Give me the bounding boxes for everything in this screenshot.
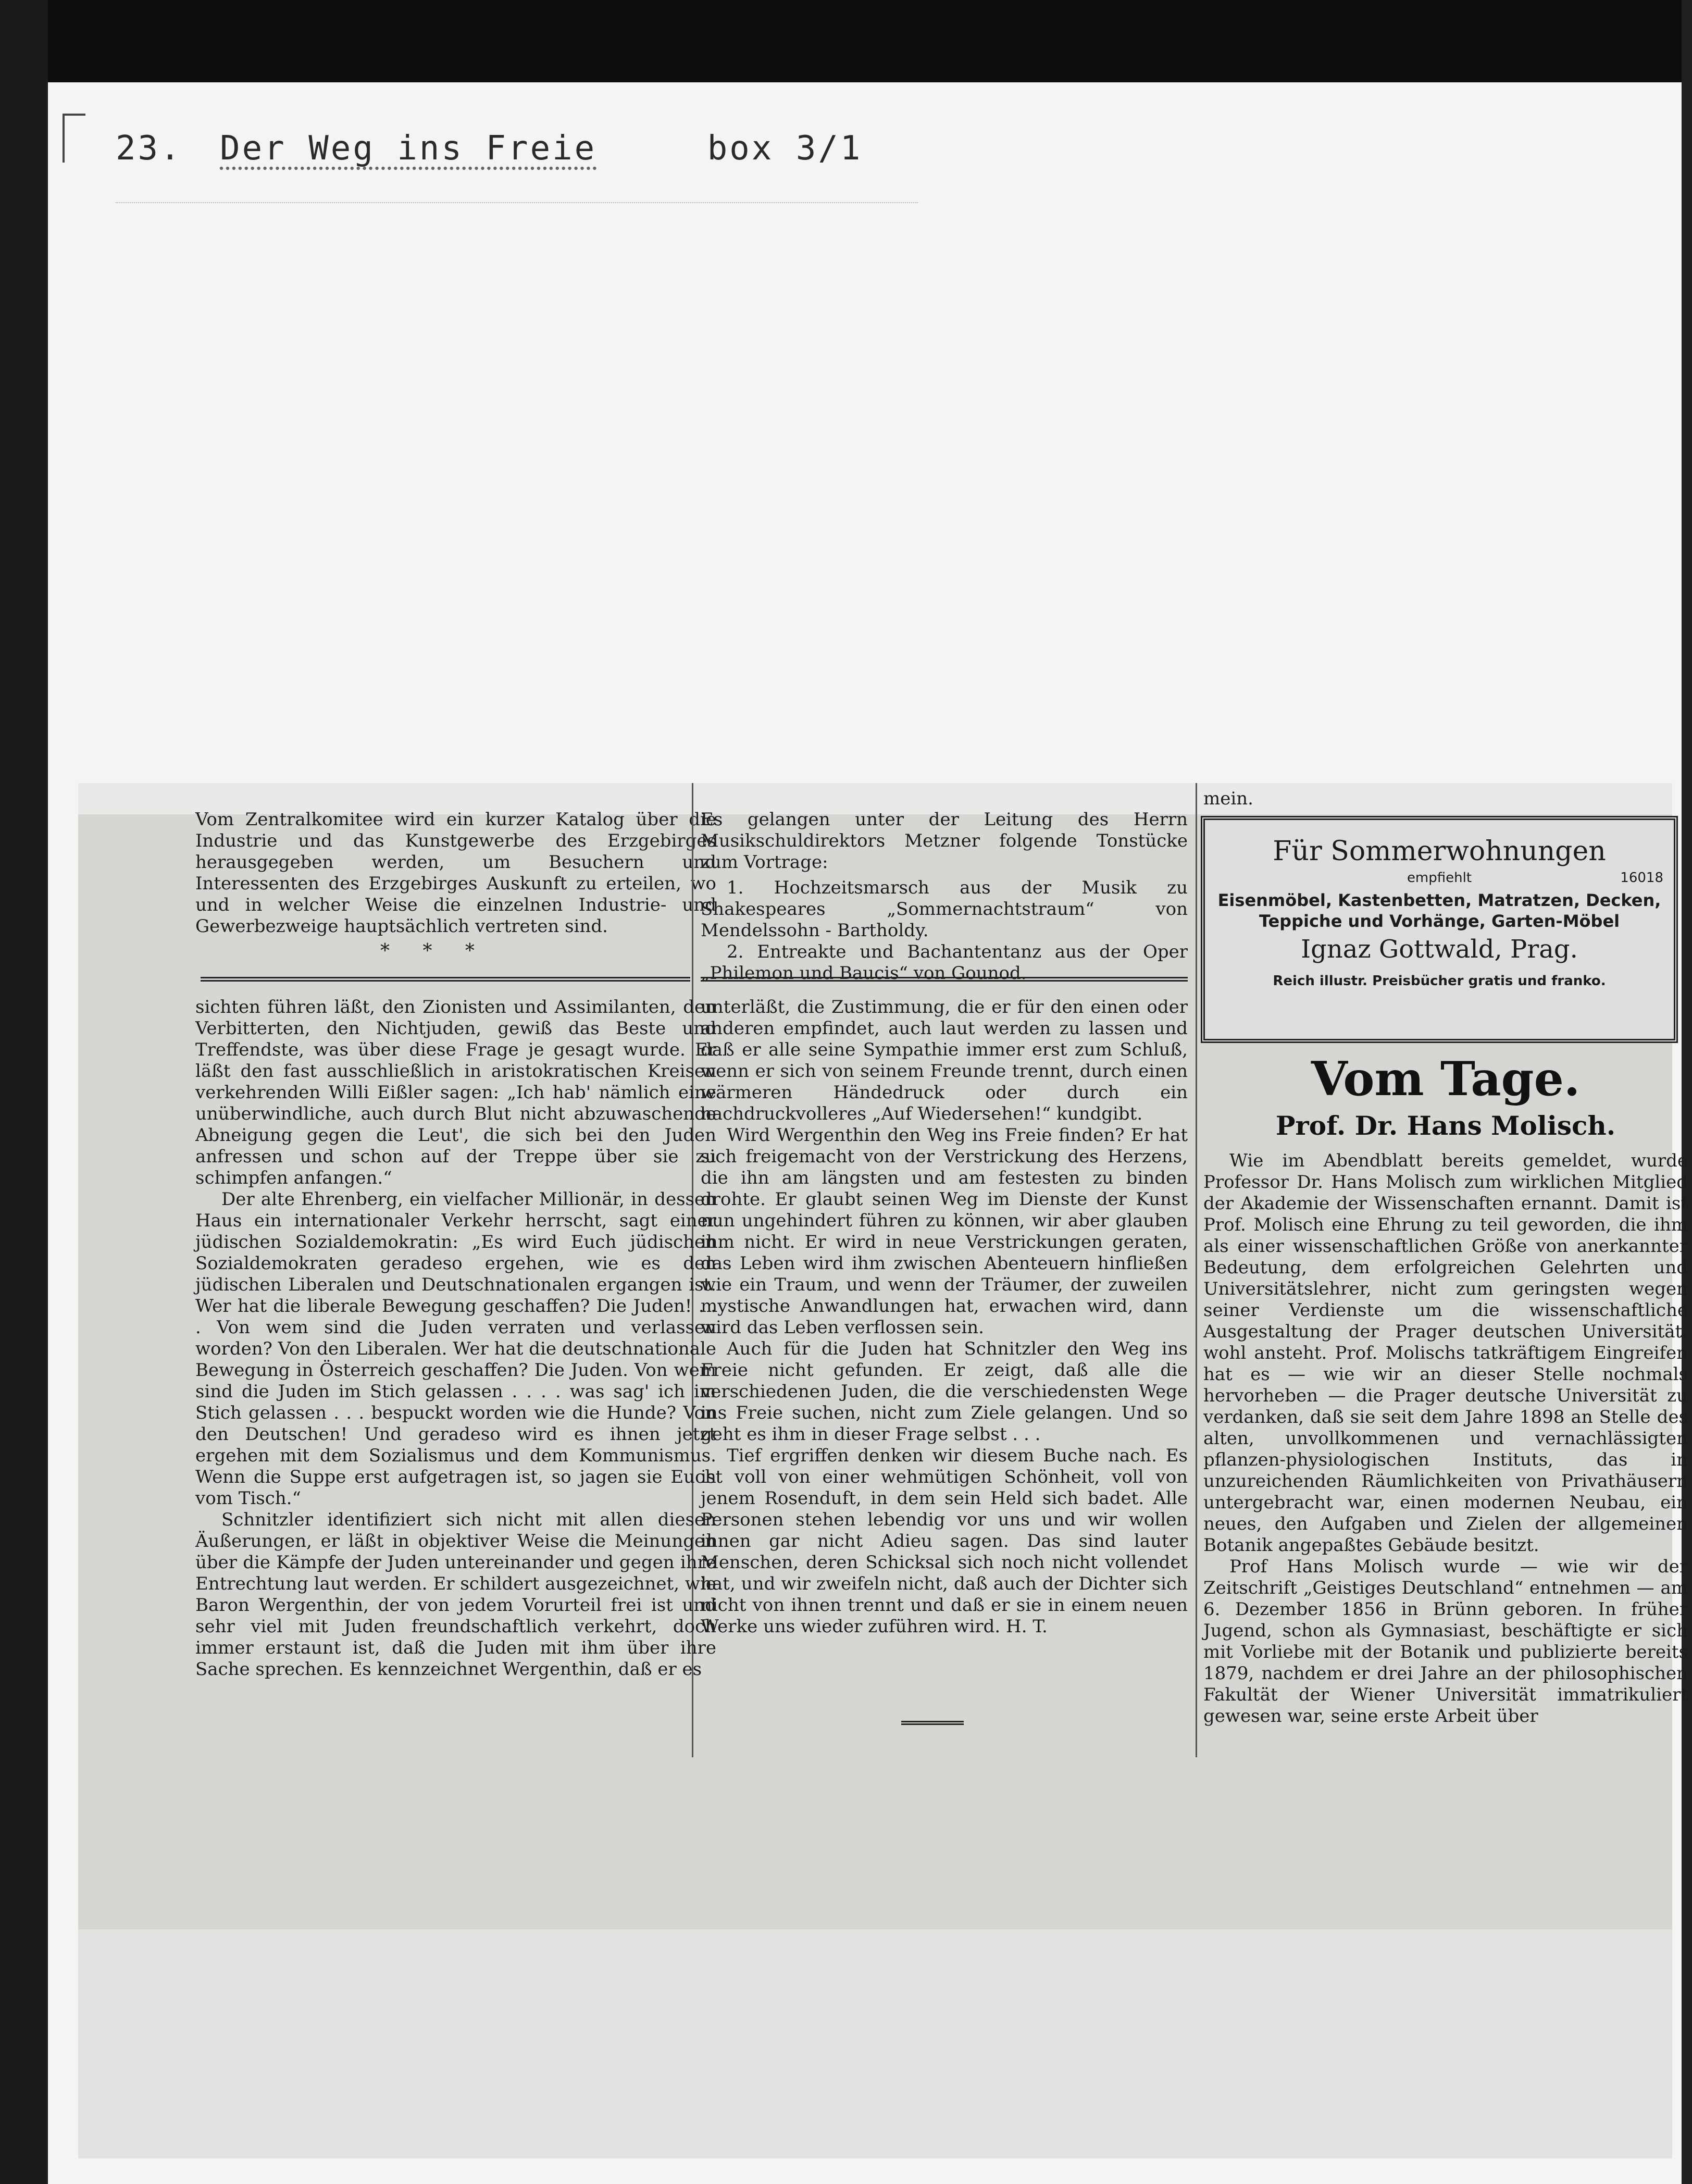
folder-title: Der Weg ins Freie (220, 129, 597, 168)
paragraph: Auch für die Juden hat Schnitzler den Weg ins Freie nicht gefunden. Er zeigt, daß alle die verschiedenen Juden, die die verschiedensten Wege ins Freie suchen, nicht zum Ziele gelangen. Und so geht es ihm in dieser Frage selbst . . . (701, 1338, 1188, 1445)
ad-note: Reich illustr. Preisbücher gratis und franko. (1273, 973, 1606, 989)
ad-recommend-text: empfiehlt (1407, 870, 1472, 886)
ad-code: 16018 (1620, 870, 1663, 886)
program-item: 1. Hochzeitsmarsch aus der Musik zu Shakespeares „Sommernachtstraum“ von Mendelssohn - Bartholdy. (701, 877, 1188, 941)
section-rule (201, 977, 690, 982)
paragraph: Der alte Ehrenberg, ein vielfacher Millionär, in dessen Haus ein internationaler Verkehr herrscht, sagt einer jüdischen Sozialdemokratin: „Es wird Euch jüdischen Sozialdemokraten geradeso ergehen, wie es den jüdischen Liberalen und Deutschnationalen ergangen ist. Wer hat die liberale Bewegung geschaffen? Die Juden! . . . Von wem sind die Juden verraten und verlassen worden? Von den Liberalen. Wer hat die deutschnationale Bewegung in Österreich geschaffen? Die Juden. Von wem sind die Juden im Stich gelassen . . . . was sag' ich im Stich gelassen . . . bespuckt worden wie die Hunde? Von den Deutschen! Und geradeso wird es ihnen jetzt ergehen mit dem Sozialismus und dem Kommunismus. Wenn die Suppe erst aufgetragen ist, so jagen sie Euch vom Tisch.“ (195, 1189, 716, 1509)
column-3-article (1203, 1150, 1688, 1727)
paragraph: unterläßt, die Zustimmung, die er für den einen oder anderen empfindet, auch laut werden zu lassen und daß er alle seine Sympathie immer erst zum Schluß, wenn er sich von seinem Freunde trennt, durch einen wärmeren Händedruck oder durch ein nachdruckvolleres „Auf Wiedersehen!“ kundgibt. (701, 997, 1188, 1124)
paragraph: Schnitzler identifiziert sich nicht mit allen diesen Äußerungen, er läßt in objektiver Weise die Meinungen über die Kämpfe der Juden untereinander und gegen ihre Entrechtung laut werden. Er schildert ausgezeichnet, wie Baron Wergenthin, der von jedem Vorurteil frei ist und sehr viel mit Juden freundschaftlich verkehrt, doch immer erstaunt ist, daß die Juden mit ihm über ihre Sache sprechen. Es kennzeichnet Wergenthin, daß er es (195, 1509, 716, 1680)
section-rule (701, 977, 1188, 982)
program-item: 2. Entreakte und Bachantentanz aus der Oper „Philemon und Baucis“ von Gounod. (701, 941, 1188, 984)
header-rule (116, 202, 918, 203)
archive-sheet (48, 82, 1688, 2184)
column-1-top (195, 809, 716, 937)
vom-tage-subheading: Prof. Dr. Hans Molisch. (1275, 1110, 1616, 1141)
paragraph: Wird Wergenthin den Weg ins Freie finden? Er hat sich freigemacht von der Verstrickung des Herzens, die ihn am längsten und am festesten zu binden drohte. Er glaubt seinen Weg im Dienste der Kunst nun ungehindert führen zu können, wir aber glauben ihm nicht. Er wird in neue Verstrickungen geraten, das Leben wird ihm zwischen Abenteuern hinfließen wie ein Traum, und wenn der Träumer, der zuweilen mystische Anwandlungen hat, erwachen wird, dann wird das Leben verflossen sein. (701, 1125, 1188, 1338)
newspaper-clipping (78, 783, 1688, 2158)
paragraph: Vom Zentralkomitee wird ein kurzer Katalog über die Industrie und das Kunstgewerbe des Erzgebirges herausgegeben werden, um Besuchern und Interessenten des Erzgebirges Auskunft zu erteilen, wo und in welcher Weise die einzelnen Industrie- und Gewerbezweige hauptsächlich vertreten sind. (195, 809, 716, 937)
paragraph: Es gelangen unter der Leitung des Herrn Musikschuldirektors Metzner folgende Tonstücke zum Vortrage: (701, 809, 1188, 873)
clipping-bottom-band (78, 1929, 1672, 2158)
corner-mark (63, 114, 85, 163)
ad-items: Eisenmöbel, Kastenbetten, Matratzen, Decken, Teppiche und Vorhänge, Garten-Möbel (1217, 890, 1661, 931)
advertisement (1201, 816, 1678, 1043)
ad-recommend (1205, 870, 1674, 886)
vom-tage-heading: Vom Tage. (1311, 1051, 1581, 1107)
column-3-fragment: mein. (1203, 788, 1253, 809)
paragraph: sichten führen läßt, den Zionisten und Assimilanten, den Verbitterten, den Nichtjuden, gewiß das Beste und Treffendste, was über diese Frage je gesagt wurde. Er läßt den fast ausschließlich in aristokratischen Kreisen verkehrenden Willi Eißler sagen: „Ich hab' nämlich eine unüberwindliche, auch durch Blut nicht abzuwaschende Abneigung gegen die Leut', die sich bei den Juden anfressen und schon auf der Treppe über sie zu schimpfen anfangen.“ (195, 997, 716, 1188)
film-border-left (0, 0, 48, 2184)
column-divider (1196, 783, 1197, 1757)
paragraph: Wie im Abendblatt bereits gemeldet, wurde Professor Dr. Hans Molisch zum wirklichen Mitglied der Akademie der Wissenschaften ernannt. Damit ist Prof. Molisch eine Ehrung zu teil geworden, die ihm als einer wissenschaftlichen Größe von anerkannter Bedeutung, dem erfolgreichen Gelehrten und Universitätslehrer, nicht zum geringsten wegen seiner Verdienste um die wissenschaftliche Ausgestaltung der Prager deutschen Universität, wohl ansteht. Prof. Molischs tatkräftigem Eingreifen hat es — wie wir an dieser Stelle nochmals hervorheben — die Prager deutsche Universität zu verdanken, daß sie seit dem Jahre 1898 an Stelle des alten, unvollkommenen und vernachlässigten pflanzen-physiologischen Instituts, das in unzureichenden Räumlichkeiten von Privathäusern untergebracht war, einen modernen Neubau, ein neues, den Aufgaben und Zielen der allgemeinen Botanik angepaßtes Gebäude besitzt. (1203, 1150, 1688, 1556)
column-2-article (701, 997, 1188, 1637)
column-1-article (195, 997, 716, 1680)
article-end-mark (901, 1721, 964, 1725)
film-border-top (0, 0, 1692, 82)
column-2-top (701, 809, 1188, 984)
ad-company: Ignaz Gottwald, Prag. (1301, 935, 1578, 964)
paragraph: Prof Hans Molisch wurde — wie wir der Zeitschrift „Geistiges Deutschland“ entnehmen — am 6. Dezember 1856 in Brünn geboren. In früher Jugend, schon als Gymnasiast, beschäftigte er sich mit Vorliebe mit der Botanik und publizierte bereits 1879, nachdem er drei Jahre an der philosophischen Fakultät der Wiener Universität immatrikuliert gewesen war, seine erste Arbeit über (1203, 1556, 1688, 1727)
box-label: box 3/1 (707, 129, 863, 168)
paragraph: Tief ergriffen denken wir diesem Buche nach. Es ist voll von einer wehmütigen Schönheit, voll von jenem Rosenduft, in dem sein Held sich badet. Alle Personen stehen lebendig vor uns und wir wollen ihnen gar nicht Adieu sagen. Das sind lauter Menschen, deren Schicksal sich noch nicht vollendet hat, und wir zweifeln nicht, daß auch der Dichter sich nicht von ihnen trennt und daß er sie in einem neuen Werke uns wieder zuführen wird. H. T. (701, 1445, 1188, 1637)
section-stars: * * * (380, 940, 488, 962)
ad-heading: Für Sommerwohnungen (1273, 836, 1606, 867)
folder-header (116, 129, 862, 168)
folder-number: 23. (116, 129, 182, 168)
